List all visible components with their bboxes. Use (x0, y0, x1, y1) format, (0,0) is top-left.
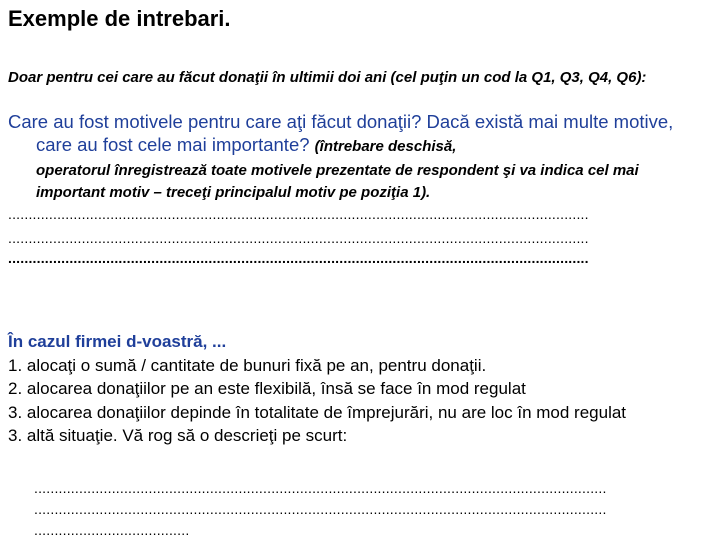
option-item: 3. alocarea donaţiilor depinde în totalitate de împrejurări, nu are loc în mod regulat (8, 402, 627, 422)
option-item: 3. altă situaţie. Vă rog să o descrieţi pe scurt: (8, 426, 348, 445)
option-item: 2. alocarea donaţiilor pe an este flexibilă, însă se face în mod regulat (8, 379, 526, 398)
options-heading: În cazul firmei d-voastră, ... (8, 332, 227, 351)
question-block (8, 110, 708, 158)
answer-line: .............................................................................................................................................. (8, 206, 589, 222)
answer-line: ............................................................................................................................................ (34, 501, 607, 517)
intro-text: Doar pentru cei care au făcut donaţii în ultimii doi ani (cel puţin un cod la Q1, Q3, Q4, Q6): (8, 69, 647, 86)
question-text: Care au fost motivele pentru care aţi făcut donaţii? Dacă există mai multe motive, care au fost cele mai importante? (8, 111, 674, 155)
answer-line: .............................................................................................................................................. (8, 230, 589, 246)
answer-line: ............................................................................................................................................ (34, 480, 607, 496)
question-note-start: (întrebare deschisă, (314, 138, 457, 155)
page-title: Exemple de intrebari. (8, 6, 231, 31)
option-item: 1. alocaţi o sumă / cantitate de bunuri fixă pe an, pentru donaţii. (8, 355, 487, 375)
options-block (8, 330, 698, 448)
question-note: operatorul înregistrează toate motivele prezentate de respondent şi va indica cel mai important motiv – treceţi principalul motiv pe poziţia 1). (36, 162, 639, 201)
answer-line: .............................................................................................................................................. (8, 250, 589, 266)
answer-line: ...................................... (34, 522, 190, 538)
